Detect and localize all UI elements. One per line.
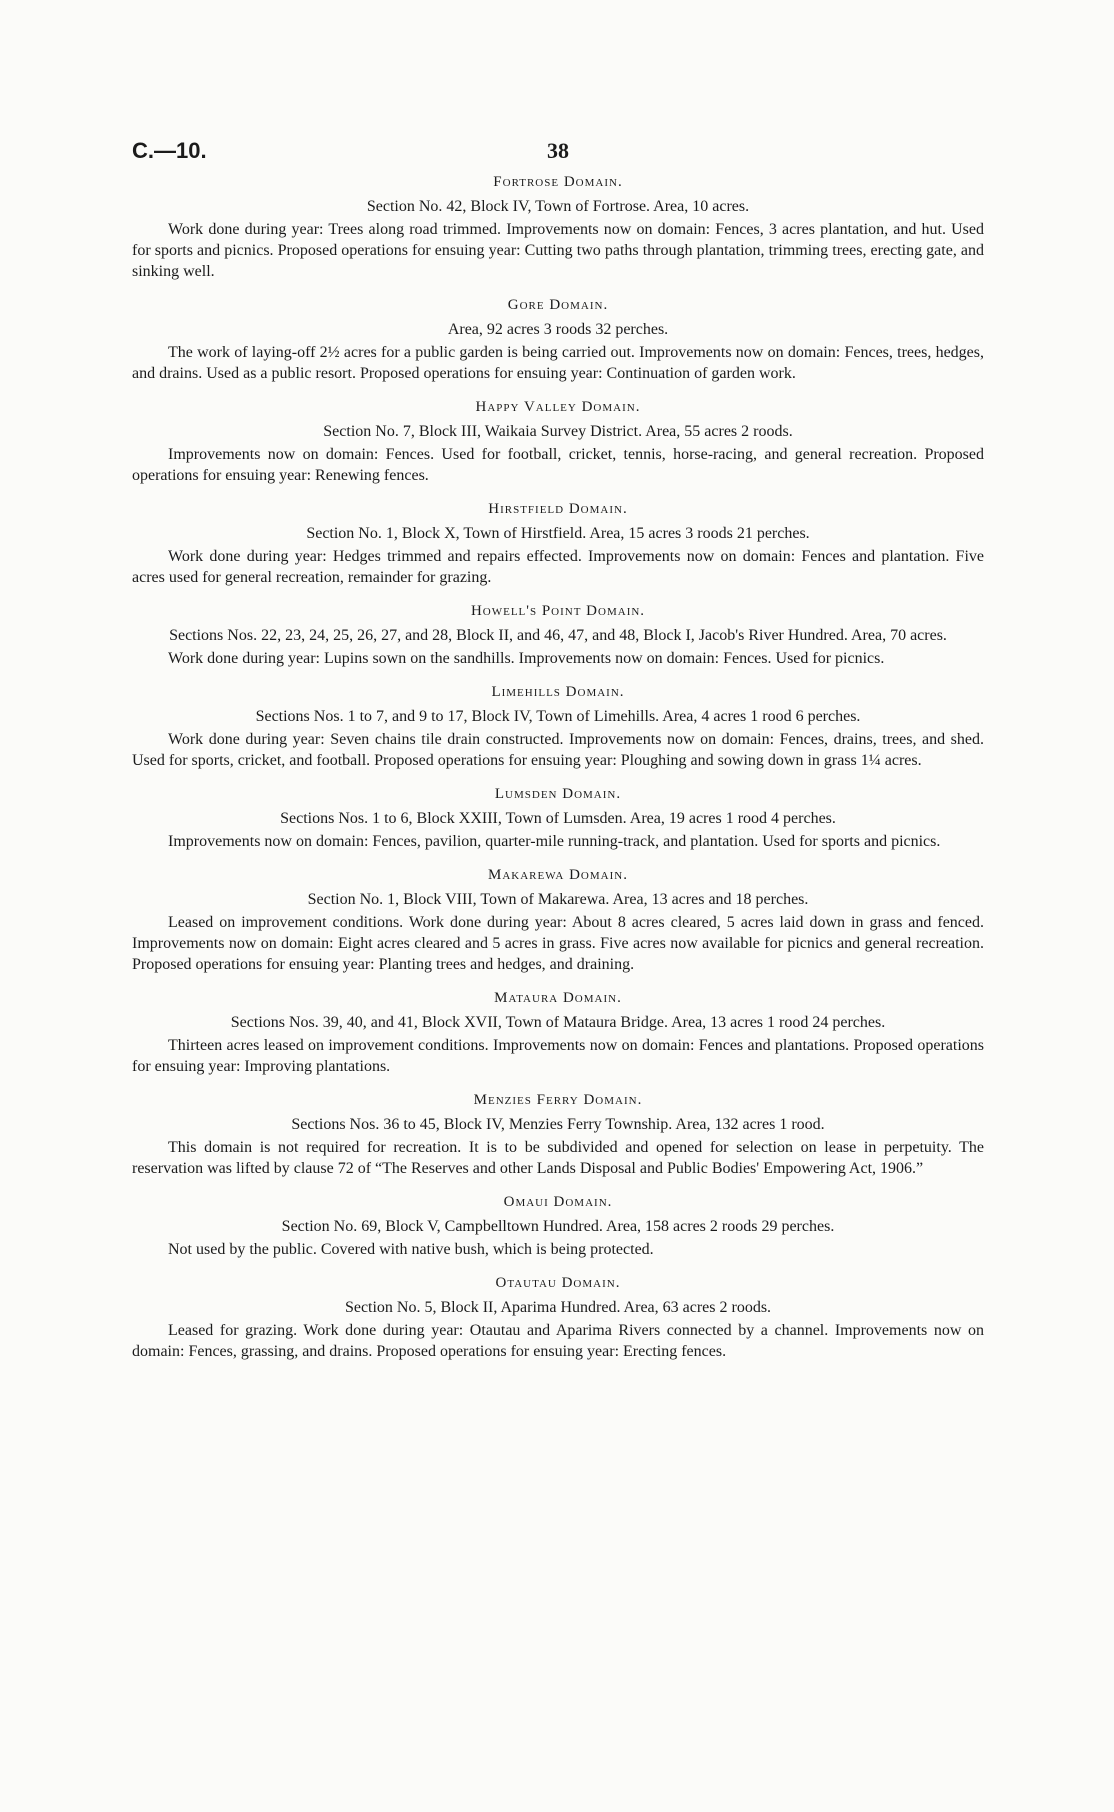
section-description: Sections Nos. 39, 40, and 41, Block XVII, Town of Mataura Bridge. Area, 13 acres 1 rood 24 perches.	[230, 1014, 886, 1031]
section-body: Leased for grazing. Work done during year: Otautau and Aparima Rivers connected by a channel. Improvements now on domain: Fences, grassing, and drains. Proposed operations for ensuing year: Erecting fences.	[132, 1322, 984, 1360]
section-description: Section No. 7, Block III, Waikaia Survey District. Area, 55 acres 2 roods.	[323, 423, 793, 440]
section-body: Thirteen acres leased on improvement conditions. Improvements now on domain: Fences and plantations. Proposed operations for ensuing year: Improving plantations.	[132, 1037, 984, 1075]
section-description: Sections Nos. 1 to 7, and 9 to 17, Block IV, Town of Limehills. Area, 4 acres 1 rood 6 perches.	[255, 708, 861, 725]
section-body: This domain is not required for recreation. It is to be subdivided and opened for selection on lease in perpetuity. The reservation was lifted by clause 72 of “The Reserves and other Lands Disposal and Public Bodies' Empowering Act, 1906.”	[132, 1139, 984, 1177]
page-header	[132, 128, 984, 172]
section-description: Section No. 69, Block V, Campbelltown Hundred. Area, 158 acres 2 roods 29 perches.	[281, 1218, 835, 1235]
section-heading: Howell's Point Domain.	[470, 603, 646, 619]
section-description: Sections Nos. 1 to 6, Block XXIII, Town of Lumsden. Area, 19 acres 1 rood 4 perches.	[280, 810, 836, 827]
section-heading: Menzies Ferry Domain.	[473, 1092, 643, 1108]
domain-section-otautau	[132, 1273, 984, 1362]
section-body: Work done during year: Trees along road trimmed. Improvements now on domain: Fences, 3 acres plantation, and hut. Used for sports and picnics. Proposed operations for ensuing year: Cutting two paths through plantation, trimming trees, erecting gate, and sinking well.	[132, 221, 984, 280]
section-description: Sections Nos. 22, 23, 24, 25, 26, 27, and 28, Block II, and 46, 47, and 48, Block I, Jacob's River Hundred. Area, 70 acres.	[169, 627, 947, 644]
domain-section-makarewa	[132, 865, 984, 975]
domain-section-omaui	[132, 1192, 984, 1260]
domain-section-menzies-ferry	[132, 1090, 984, 1179]
section-heading: Omaui Domain.	[503, 1194, 613, 1210]
document-page	[132, 128, 984, 1375]
section-heading: Lumsden Domain.	[494, 786, 622, 802]
section-description: Section No. 42, Block IV, Town of Fortrose. Area, 10 acres.	[366, 198, 750, 215]
domain-section-howells-point	[132, 601, 984, 669]
section-body: Work done during year: Lupins sown on the sandhills. Improvements now on domain: Fences. Used for picnics.	[168, 650, 885, 667]
section-body: Work done during year: Seven chains tile drain constructed. Improvements now on domain: Fences, drains, trees, and shed. Used for sports, cricket, and football. Proposed operations for ensuing year: Ploughing and sowing down in grass 1¼ acres.	[132, 731, 984, 769]
domain-section-hirstfield	[132, 499, 984, 588]
section-description: Section No. 1, Block X, Town of Hirstfield. Area, 15 acres 3 roods 21 perches.	[306, 525, 810, 542]
domain-section-lumsden	[132, 784, 984, 852]
section-body: Work done during year: Hedges trimmed and repairs effected. Improvements now on domain: Fences and plantation. Five acres used for general recreation, remainder for grazing.	[132, 548, 984, 586]
domain-section-limehills	[132, 682, 984, 771]
domain-section-happy-valley	[132, 397, 984, 486]
section-heading: Limehills Domain.	[491, 684, 625, 700]
section-body: Improvements now on domain: Fences, pavilion, quarter-mile running-track, and plantation. Used for sports and picnics.	[168, 833, 941, 850]
section-heading: Otautau Domain.	[495, 1275, 621, 1291]
document-reference: C.—10.	[132, 138, 207, 163]
section-heading: Fortrose Domain.	[493, 174, 623, 190]
section-body: Leased on improvement conditions. Work done during year: About 8 acres cleared, 5 acres laid down in grass and fenced. Improvements now on domain: Eight acres cleared and 5 acres in grass. Five acres now available for picnics and general recreation. Proposed operations for ensuing year: Planting trees and hedges, and draining.	[132, 914, 984, 973]
page-number: 38	[547, 138, 569, 163]
section-heading: Happy Valley Domain.	[475, 399, 641, 415]
section-body: Not used by the public. Covered with native bush, which is being protected.	[168, 1241, 654, 1258]
section-heading: Mataura Domain.	[494, 990, 622, 1006]
section-description: Sections Nos. 36 to 45, Block IV, Menzies Ferry Township. Area, 132 acres 1 rood.	[291, 1116, 825, 1133]
domain-section-fortrose	[132, 172, 984, 282]
section-description: Section No. 5, Block II, Aparima Hundred. Area, 63 acres 2 roods.	[344, 1299, 772, 1316]
domain-section-mataura	[132, 988, 984, 1077]
section-description: Area, 92 acres 3 roods 32 perches.	[447, 321, 669, 338]
section-heading: Gore Domain.	[507, 297, 609, 313]
section-body: Improvements now on domain: Fences. Used for football, cricket, tennis, horse-racing, and general recreation. Proposed operations for ensuing year: Renewing fences.	[132, 446, 984, 484]
domain-section-gore	[132, 295, 984, 384]
section-description: Section No. 1, Block VIII, Town of Makarewa. Area, 13 acres and 18 perches.	[307, 891, 809, 908]
section-body: The work of laying-off 2½ acres for a public garden is being carried out. Improvements now on domain: Fences, trees, hedges, and drains. Used as a public resort. Proposed operations for ensuing year: Continuation of garden work.	[132, 344, 984, 382]
section-heading: Hirstfield Domain.	[488, 501, 628, 517]
section-heading: Makarewa Domain.	[488, 867, 628, 883]
